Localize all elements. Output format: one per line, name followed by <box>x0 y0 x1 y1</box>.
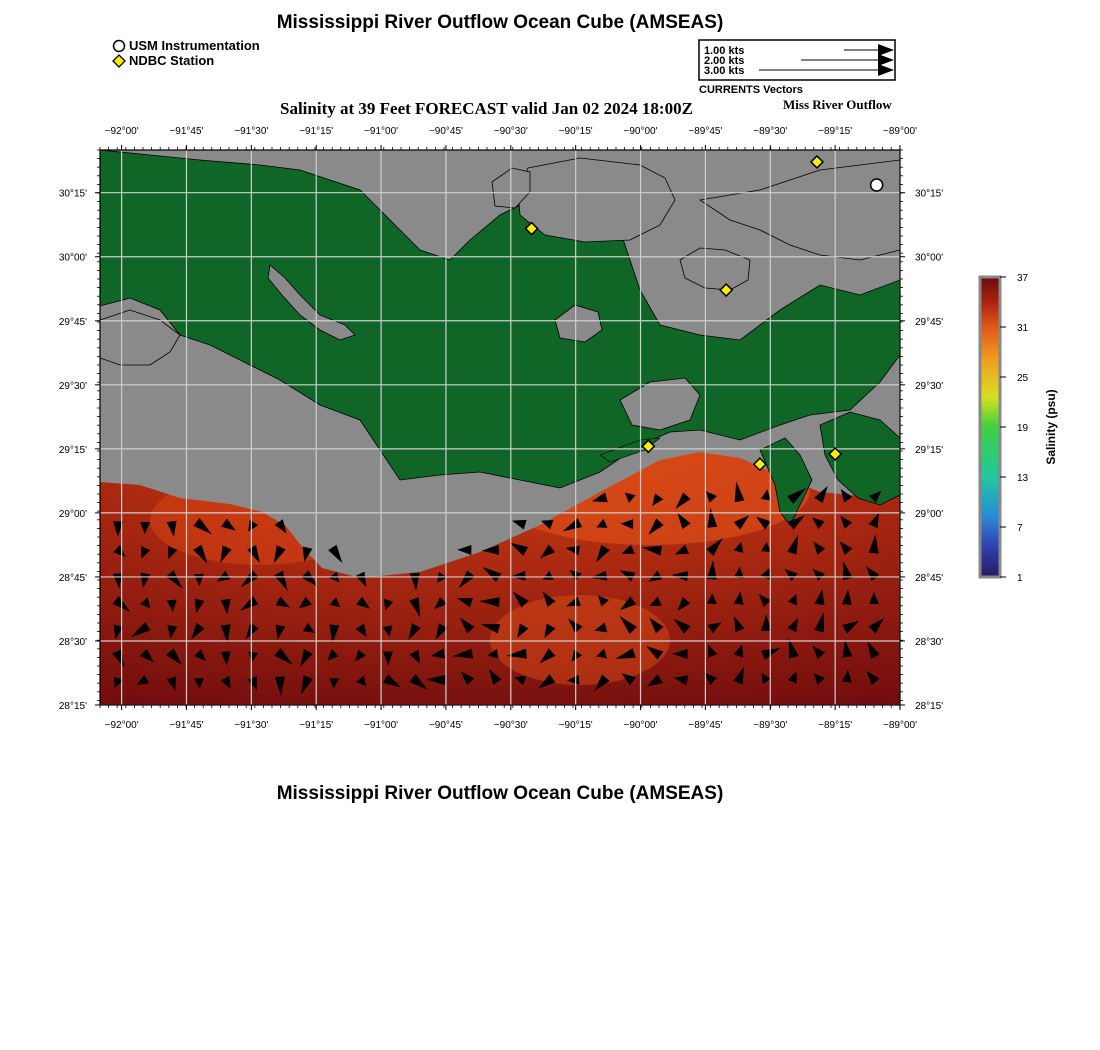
legend-usm-label: USM Instrumentation <box>129 38 260 53</box>
colorbar-tick-19: 19 <box>1017 423 1029 434</box>
lon-label-top-8: −90°00' <box>623 126 658 137</box>
legend-ndbc-label: NDBC Station <box>129 53 215 68</box>
vector-key-box <box>698 39 898 83</box>
vector-key-row-3: 3.00 kts <box>704 65 745 77</box>
usm-circle-icon <box>112 39 126 53</box>
colorbar-gradient <box>980 277 1000 577</box>
legend-usm <box>112 38 260 53</box>
ndbc-diamond-icon <box>112 54 126 68</box>
colorbar-tick-25: 25 <box>1017 373 1029 384</box>
lon-label-top-0: −92°00' <box>104 126 139 137</box>
lon-label-top-7: −90°15' <box>558 126 593 137</box>
map-subtitle: Salinity at 39 Feet FORECAST valid Jan 02 2024 18:00Z <box>280 99 693 118</box>
vector-key-caption: CURRENTS Vectors <box>699 84 803 96</box>
lon-label-top-2: −91°30' <box>234 126 269 137</box>
lon-label-bottom-3: −91°15' <box>299 720 334 731</box>
colorbar-ticks <box>1000 273 1029 584</box>
lat-label-right-4: 29°15' <box>915 444 944 456</box>
lon-label-bottom-9: −89°45' <box>688 720 723 731</box>
colorbar-tick-7: 7 <box>1017 523 1023 534</box>
lat-label-right-7: 28°30' <box>915 636 944 648</box>
lon-label-top-9: −89°45' <box>688 126 723 137</box>
lon-label-bottom-6: −90°30' <box>493 720 528 731</box>
vector-key-row-1: 1.00 kts <box>704 45 745 57</box>
lat-label-left-5: 29°00' <box>58 508 87 520</box>
lat-label-left-7: 28°30' <box>58 636 87 648</box>
lat-label-left-4: 29°15' <box>58 444 87 456</box>
lon-label-bottom-7: −90°15' <box>558 720 593 731</box>
lake-pontchartrain <box>518 158 675 242</box>
lon-label-top-10: −89°30' <box>753 126 788 137</box>
lon-label-top-1: −91°45' <box>169 126 204 137</box>
lat-label-left-2: 29°45' <box>58 316 87 328</box>
lon-labels-top <box>105 126 917 137</box>
lat-label-right-2: 29°45' <box>915 316 944 328</box>
lon-label-bottom-11: −89°15' <box>818 720 853 731</box>
lon-label-top-5: −90°45' <box>428 126 463 137</box>
lon-label-top-4: −91°00' <box>364 126 399 137</box>
lon-label-top-11: −89°15' <box>818 126 853 137</box>
legend-ndbc <box>112 53 260 68</box>
lat-label-right-5: 29°00' <box>915 508 944 520</box>
usm-instrument-marker <box>871 179 883 191</box>
map-legend <box>112 38 260 68</box>
colorbar-label: Salinity (psu) <box>1044 389 1058 465</box>
lon-label-bottom-0: −92°00' <box>104 720 139 731</box>
region-label: Miss River Outflow <box>783 97 892 112</box>
colorbar-tick-37: 37 <box>1017 273 1029 284</box>
lon-label-bottom-4: −91°00' <box>364 720 399 731</box>
colorbar-tick-1: 1 <box>1017 573 1023 584</box>
lon-label-bottom-5: −90°45' <box>428 720 463 731</box>
lat-label-left-3: 29°30' <box>58 380 87 392</box>
salinity-map <box>0 120 960 740</box>
lon-label-bottom-10: −89°30' <box>753 720 788 731</box>
lat-label-left-8: 28°15' <box>58 701 87 712</box>
lat-label-right-8: 28°15' <box>915 701 944 712</box>
lon-label-bottom-12: −89°00' <box>883 720 917 731</box>
lat-label-right-0: 30°15' <box>915 188 944 200</box>
colorbar-tick-31: 31 <box>1017 323 1029 334</box>
lon-label-bottom-2: −91°30' <box>234 720 269 731</box>
lat-label-right-6: 28°45' <box>915 572 944 584</box>
salinity-colorbar <box>975 270 1085 590</box>
lon-label-bottom-1: −91°45' <box>169 720 204 731</box>
lat-labels-right <box>915 189 943 712</box>
lon-label-top-3: −91°15' <box>299 126 334 137</box>
map-title-bottom: Mississippi River Outflow Ocean Cube (AMSEAS) <box>276 783 724 804</box>
lon-label-top-6: −90°30' <box>493 126 528 137</box>
vector-key-row-2: 2.00 kts <box>704 55 745 67</box>
lat-labels-left <box>59 189 87 712</box>
map-title: Mississippi River Outflow Ocean Cube (AMSEAS) <box>276 12 724 33</box>
lat-label-left-6: 28°45' <box>58 572 87 584</box>
lat-label-left-0: 30°15' <box>58 188 87 200</box>
lon-labels-bottom <box>105 720 917 731</box>
lat-label-left-1: 30°00' <box>58 252 87 264</box>
lat-label-right-3: 29°30' <box>915 380 944 392</box>
lon-label-top-12: −89°00' <box>883 126 917 137</box>
lat-label-right-1: 30°00' <box>915 252 944 264</box>
colorbar-tick-13: 13 <box>1017 473 1029 484</box>
lon-label-bottom-8: −90°00' <box>623 720 658 731</box>
